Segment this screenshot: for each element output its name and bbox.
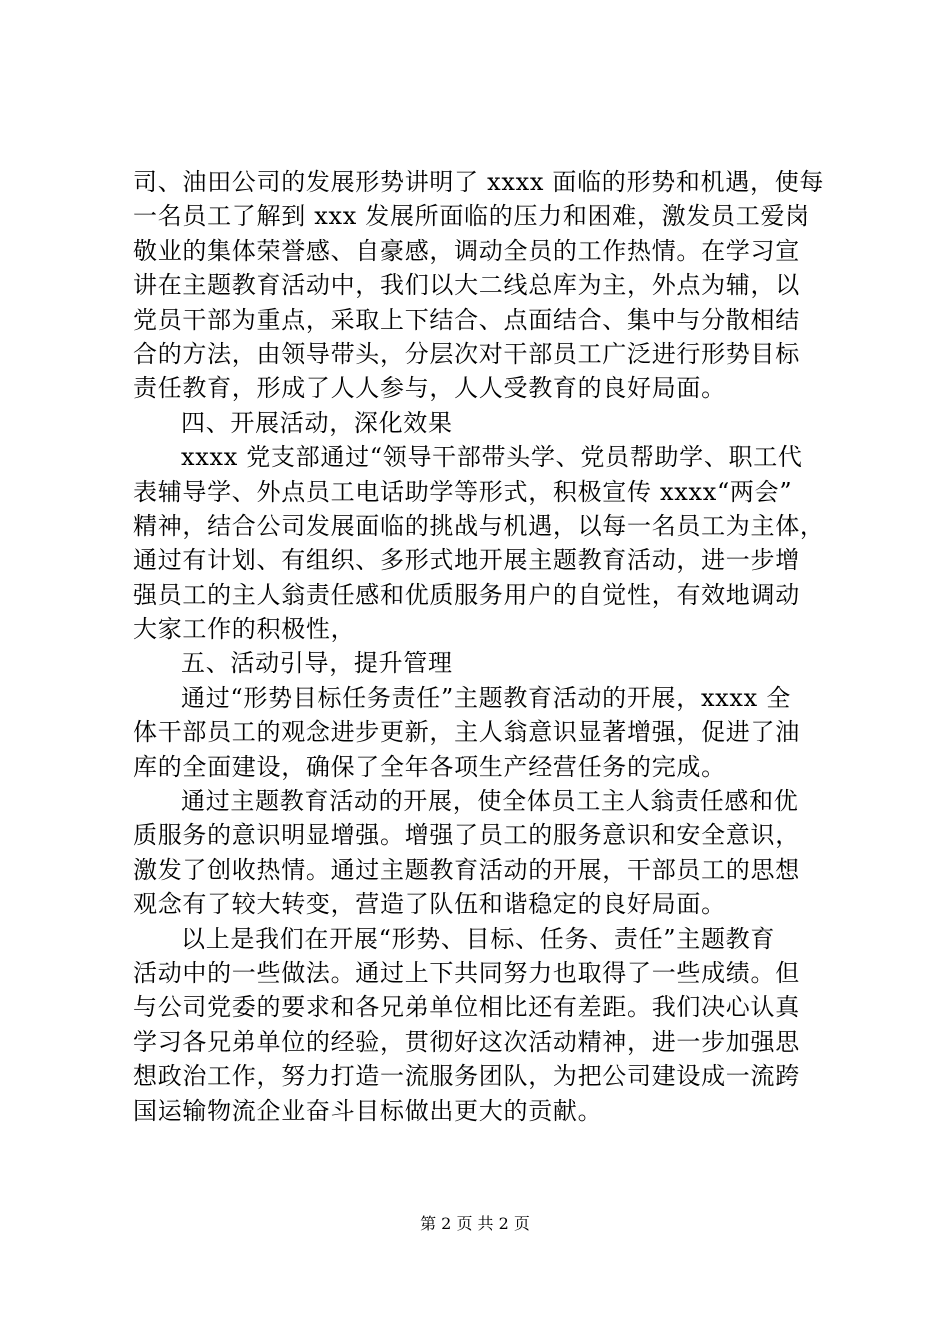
text-line: 质服务的意识明显增强。增强了员工的服务意识和安全意识，	[133, 821, 800, 850]
text-line: 观念有了较大转变，营造了队伍和谐稳定的良好局面。	[133, 890, 726, 919]
text-line: 强员工的主人翁责任感和优质服务用户的自觉性，有效地调动	[133, 580, 800, 609]
text-line: 通过主题教育活动的开展，使全体员工主人翁责任感和优	[181, 787, 799, 816]
text-line: 以上是我们在开展“形势、目标、任务、责任”主题教育	[181, 924, 776, 953]
text-line: 通过“形势目标任务责任”主题教育活动的开展，xxxx 全	[181, 683, 791, 712]
text-line: 敬业的集体荣誉感、自豪感，调动全员的工作热情。在学习宣	[133, 236, 800, 265]
text-line: 一名员工了解到 xxx 发展所面临的压力和困难，激发员工爱岗	[133, 202, 810, 231]
text-line: 与公司党委的要求和各兄弟单位相比还有差距。我们决心认真	[133, 993, 800, 1022]
text-line: 学习各兄弟单位的经验，贯彻好这次活动精神，进一步加强思	[133, 1027, 800, 1056]
text-line: 合的方法，由领导带头，分层次对干部员工广泛进行形势目标	[133, 339, 800, 368]
text-line: 大家工作的积极性，	[133, 615, 356, 644]
text-line: 责任教育，形成了人人参与，人人受教育的良好局面。	[133, 374, 726, 403]
text-line: 活动中的一些做法。通过上下共同努力也取得了一些成绩。但	[133, 958, 800, 987]
text-line: 讲在主题教育活动中，我们以大二线总库为主，外点为辅，以	[133, 271, 800, 300]
text-line: 想政治工作，努力打造一流服务团队，为把公司建设成一流跨	[133, 1062, 800, 1091]
text-line: 司、油田公司的发展形势讲明了 xxxx 面临的形势和机遇，使每	[133, 168, 825, 196]
text-line: xxxx 党支部通过“领导干部带头学、党员帮助学、职工代	[181, 443, 803, 472]
text-line: 国运输物流企业奋斗目标做出更大的贡献。	[133, 1096, 603, 1125]
text-line: 表辅导学、外点员工电话助学等形式，积极宣传 xxxx“两会”	[133, 477, 793, 506]
text-line: 四、开展活动，深化效果	[181, 408, 453, 437]
text-line: 党员干部为重点，采取上下结合、点面结合、集中与分散相结	[133, 305, 800, 334]
text-line: 激发了创收热情。通过主题教育活动的开展，干部员工的思想	[133, 855, 800, 884]
text-line: 库的全面建设，确保了全年各项生产经营任务的完成。	[133, 752, 726, 781]
page-footer: 第 2 页 共 2 页	[420, 1214, 530, 1233]
text-line: 体干部员工的观念进步更新，主人翁意识显著增强，促进了油	[133, 718, 800, 747]
text-line: 通过有计划、有组织、多形式地开展主题教育活动，进一步增	[133, 546, 800, 575]
text-line: 精神，结合公司发展面临的挑战与机遇，以每一名员工为主体，	[133, 511, 825, 540]
text-line: 五、活动引导，提升管理	[181, 649, 453, 678]
document-body	[133, 165, 845, 1128]
